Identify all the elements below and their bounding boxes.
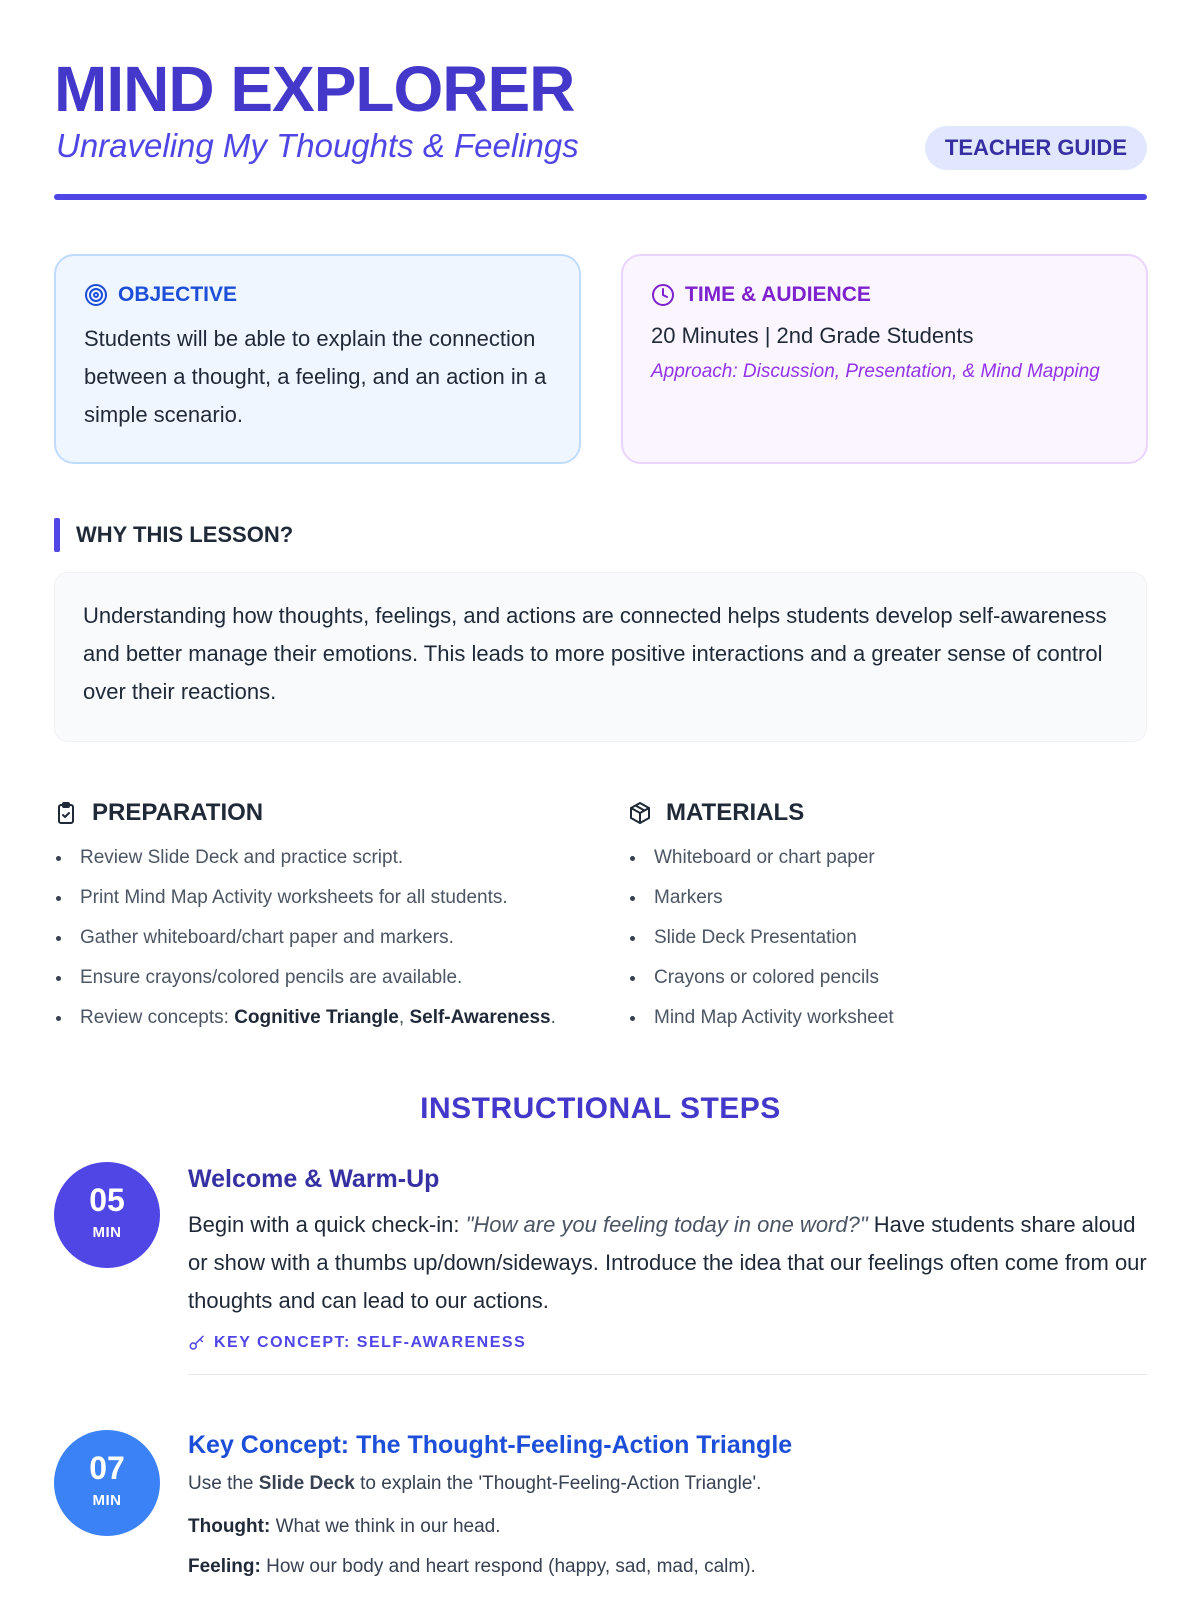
approach-text: Approach: Discussion, Presentation, & Mind Mapping	[651, 361, 1100, 382]
feeling-definition	[188, 1556, 1147, 1578]
materials-heading-row	[628, 796, 1158, 830]
objective-heading: OBJECTIVE	[118, 283, 238, 306]
step-body-rest: Have students share aloud or show with a thumbs up/down/sideways. Introduce the idea that our feelings often come from our thoughts and can lead to our actions.	[188, 1212, 1147, 1313]
step-duration-badge	[54, 1162, 160, 1268]
concept-self-awareness: Self-Awareness	[409, 1007, 551, 1028]
box-icon	[628, 801, 652, 825]
step-content	[188, 1162, 1147, 1375]
preparation-heading-row	[54, 796, 584, 830]
list-item	[54, 1006, 584, 1046]
concept-cognitive-triangle: Cognitive Triangle	[234, 1007, 399, 1028]
list-item: Slide Deck Presentation	[628, 926, 1158, 966]
key-concept-label: KEY CONCEPT: SELF-AWARENESS	[214, 1334, 527, 1351]
list-item: Crayons or colored pencils	[628, 966, 1158, 1006]
thought-text: What we think in our head.	[270, 1516, 501, 1537]
step-body-intro: Use the	[188, 1473, 259, 1494]
concepts-separator: ,	[398, 1007, 410, 1028]
teacher-guide-badge: TEACHER GUIDE	[925, 126, 1147, 170]
time-audience-text: 20 Minutes | 2nd Grade Students	[651, 323, 974, 348]
feeling-text: How our body and heart respond (happy, sad, mad, calm).	[260, 1556, 756, 1577]
why-heading: WHY THIS LESSON?	[76, 522, 294, 547]
list-item: Whiteboard or chart paper	[628, 846, 1158, 886]
time-audience-card	[621, 254, 1148, 464]
why-accent-bar	[54, 518, 60, 552]
feeling-label: Feeling:	[188, 1556, 261, 1577]
step-duration-badge	[54, 1430, 160, 1536]
list-item: Review Slide Deck and practice script.	[54, 846, 584, 886]
step-minutes: 05	[89, 1182, 125, 1218]
step-content	[188, 1428, 1147, 1578]
step-body-intro: Begin with a quick check-in:	[188, 1212, 466, 1237]
time-audience-heading: TIME & AUDIENCE	[685, 283, 871, 306]
list-item: Ensure crayons/colored pencils are available.	[54, 966, 584, 1006]
objective-heading-row	[84, 282, 551, 308]
step-minutes-unit: MIN	[92, 1492, 122, 1509]
why-heading-row	[54, 518, 293, 552]
header-divider	[54, 194, 1147, 200]
slide-deck-term: Slide Deck	[258, 1473, 355, 1494]
page-subtitle: Unraveling My Thoughts & Feelings	[56, 127, 579, 164]
clock-icon	[651, 283, 675, 307]
header	[54, 54, 1147, 200]
list-item: Print Mind Map Activity worksheets for all students.	[54, 886, 584, 926]
steps-heading: INSTRUCTIONAL STEPS	[420, 1092, 781, 1125]
materials-heading: MATERIALS	[666, 799, 805, 826]
concepts-prefix: Review concepts:	[80, 1007, 235, 1028]
thought-label: Thought:	[188, 1516, 271, 1537]
target-icon	[84, 283, 108, 307]
time-audience-heading-row	[651, 282, 1118, 308]
materials-list	[628, 846, 1158, 1046]
step-quote: "How are you feeling today in one word?"	[465, 1212, 868, 1237]
preparation-heading: PREPARATION	[92, 799, 264, 826]
step-title: Welcome & Warm-Up	[188, 1165, 440, 1193]
step-minutes: 07	[89, 1450, 125, 1486]
step-minutes-unit: MIN	[92, 1224, 122, 1241]
list-item: Markers	[628, 886, 1158, 926]
thought-definition	[188, 1516, 1147, 1538]
materials-section	[628, 796, 1158, 1046]
list-item: Mind Map Activity worksheet	[628, 1006, 1158, 1046]
why-text: Understanding how thoughts, feelings, and actions are connected helps students develop self-awareness and better manage their emotions. This leads to more positive interactions and a greater sense of control over their reactions.	[54, 572, 1147, 742]
clipboard-check-icon	[54, 801, 78, 825]
preparation-list	[54, 846, 584, 1046]
key-concept-tag	[188, 1334, 1147, 1352]
step-body-rest: to explain the 'Thought-Feeling-Action Triangle'.	[354, 1473, 762, 1494]
objective-text: Students will be able to explain the connection between a thought, a feeling, and an action in a simple scenario.	[84, 326, 547, 427]
objective-card	[54, 254, 581, 464]
step-title: Key Concept: The Thought-Feeling-Action Triangle	[188, 1431, 793, 1459]
step-divider	[188, 1374, 1147, 1375]
concepts-suffix: .	[550, 1007, 556, 1028]
step-body	[188, 1470, 1147, 1498]
step-body	[188, 1206, 1147, 1320]
list-item: Gather whiteboard/chart paper and markers.	[54, 926, 584, 966]
key-icon	[188, 1334, 206, 1352]
page-title: MIND EXPLORER	[54, 53, 575, 125]
preparation-section	[54, 796, 584, 1046]
